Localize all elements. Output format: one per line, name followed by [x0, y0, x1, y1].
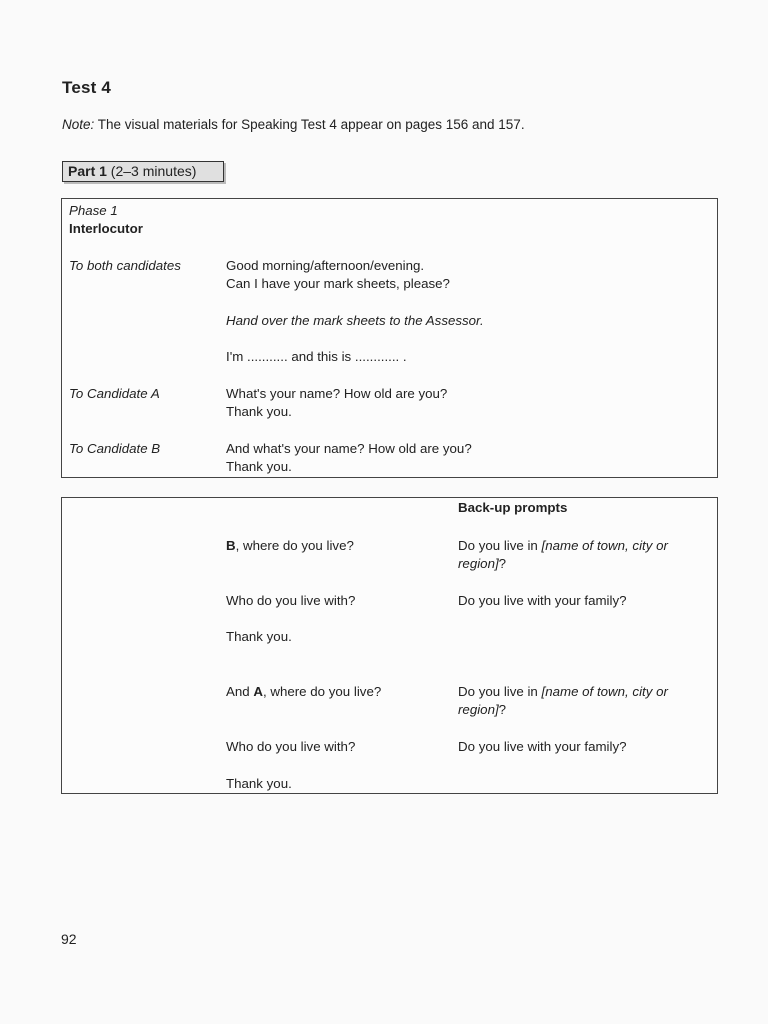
- prompt-family-b: Do you live with your family?: [458, 593, 627, 608]
- addressee-b: To Candidate B: [69, 441, 161, 456]
- part-label: [62, 161, 224, 182]
- questions-box: [61, 497, 718, 794]
- part-label-bold: Part 1: [68, 163, 107, 179]
- question-name-a: What's your name? How old are you?: [226, 386, 448, 401]
- phase-label: Phase 1: [69, 203, 118, 218]
- question-name-b: And what's your name? How old are you?: [226, 441, 472, 456]
- introduction-line: I'm ........... and this is ............ .: [226, 349, 407, 364]
- question-live-b: B, where do you live?: [226, 538, 354, 553]
- note: [62, 117, 525, 132]
- phase-1-box: [61, 198, 718, 478]
- backup-prompts-header: Back-up prompts: [458, 500, 568, 515]
- addressee-a: To Candidate A: [69, 386, 160, 401]
- question-live-with-b: Who do you live with?: [226, 593, 356, 608]
- addressee-both: To both candidates: [69, 258, 181, 273]
- mark-sheets-line: Can I have your mark sheets, please?: [226, 276, 450, 291]
- prompt-live-a-line2: region]?: [458, 702, 507, 717]
- page-number: 92: [61, 931, 77, 947]
- instruction-line: Hand over the mark sheets to the Assessor.: [226, 313, 484, 328]
- question-live-a: And A, where do you live?: [226, 684, 382, 699]
- test-title: Test 4: [62, 78, 112, 97]
- part-label-duration: (2–3 minutes): [106, 163, 197, 179]
- greeting-line: Good morning/afternoon/evening.: [226, 258, 425, 273]
- prompt-live-b-line2: region]?: [458, 556, 507, 571]
- note-prefix: Note:: [62, 117, 95, 132]
- interlocutor-label: Interlocutor: [69, 221, 143, 236]
- prompt-live-b-line1: Do you live in [name of town, city or: [458, 538, 668, 553]
- thanks-a-2: Thank you.: [226, 776, 292, 791]
- question-live-with-a: Who do you live with?: [226, 739, 356, 754]
- prompt-family-a: Do you live with your family?: [458, 739, 627, 754]
- note-text: The visual materials for Speaking Test 4 appear on pages 156 and 157.: [94, 117, 525, 132]
- thanks-a: Thank you.: [226, 404, 292, 419]
- thanks-b-2: Thank you.: [226, 629, 292, 644]
- prompt-live-a-line1: Do you live in [name of town, city or: [458, 684, 668, 699]
- thanks-b: Thank you.: [226, 459, 292, 474]
